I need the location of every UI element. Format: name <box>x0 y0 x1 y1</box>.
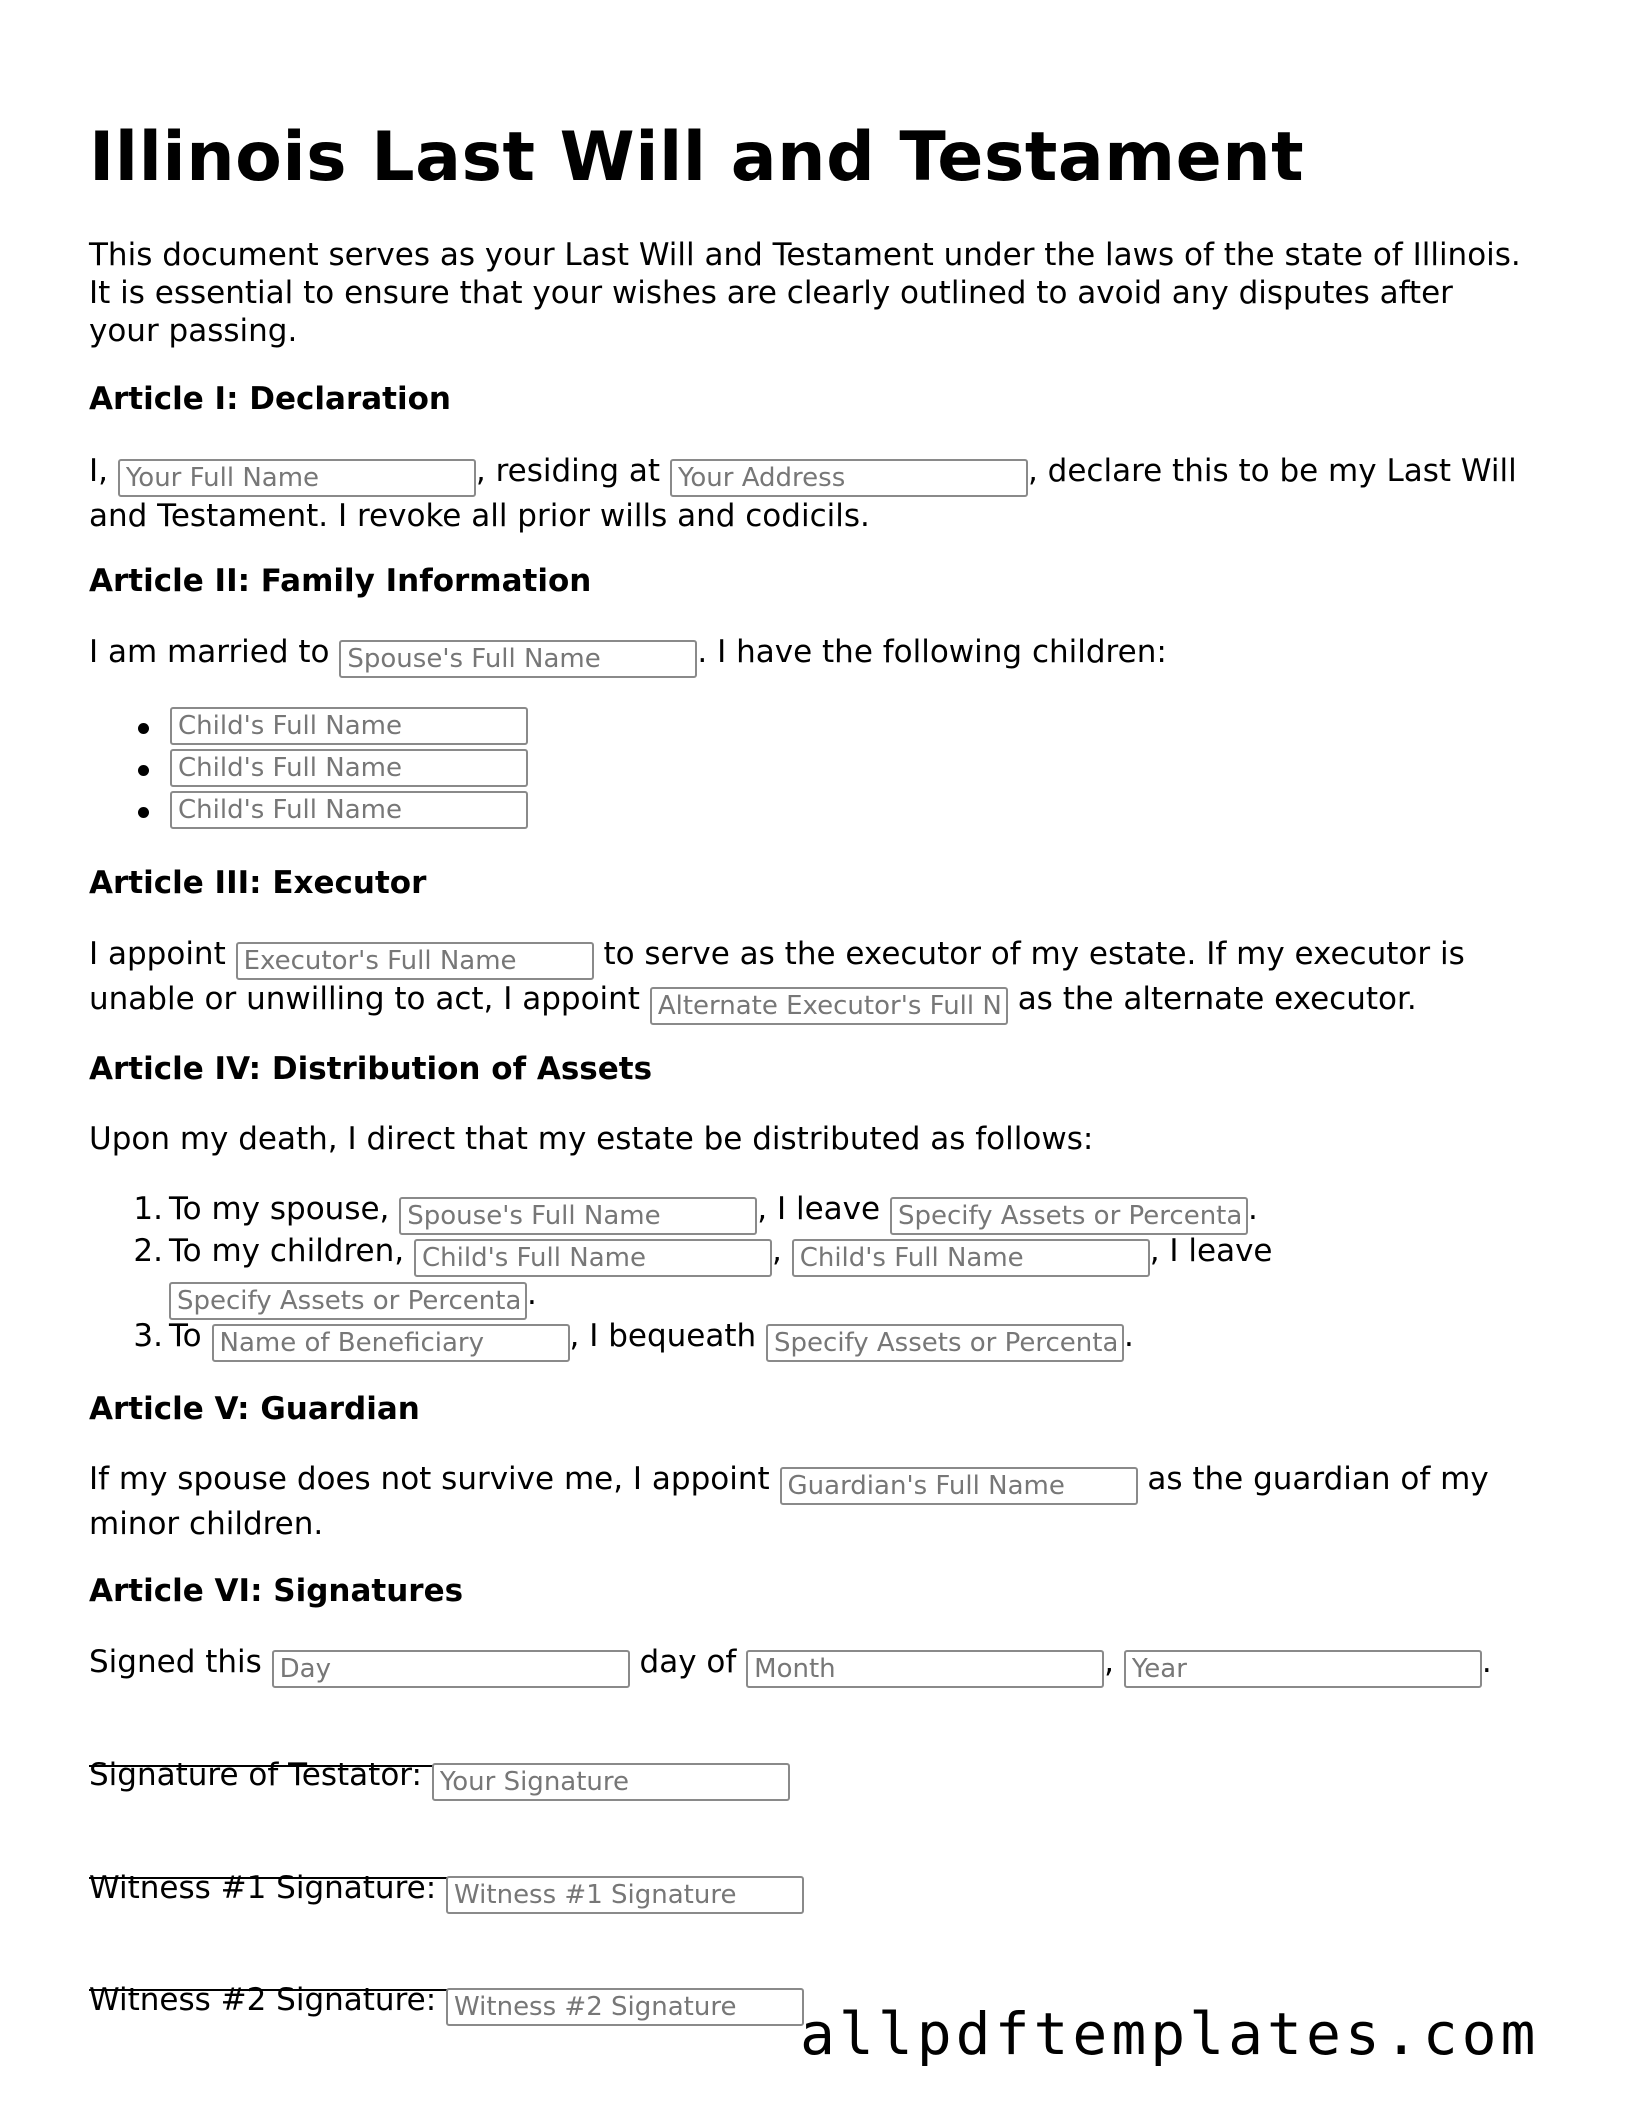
text-period: . <box>527 1276 537 1312</box>
beneficiary-assets-input[interactable] <box>766 1324 1124 1362</box>
list-item <box>170 791 528 833</box>
text-i-leave: , I leave <box>1149 1233 1273 1269</box>
text-i-bequeath: , I bequeath <box>569 1318 757 1354</box>
text-i-appoint: I appoint <box>89 936 226 972</box>
testator-signature-row <box>89 1756 790 1801</box>
distribution-item-2-continued <box>169 1275 537 1320</box>
article-1-heading: Article I: Declaration <box>89 381 451 417</box>
text-guardian-clause: If my spouse does not survive me, I appoint <box>89 1461 770 1497</box>
distribution-children-assets-input[interactable] <box>169 1282 527 1320</box>
text-executor-clause: to serve as the executor of my estate. If my executor is unable or unwilling to act, I appoint <box>89 936 1465 1017</box>
text-to: To <box>169 1318 202 1354</box>
beneficiary-name-input[interactable] <box>212 1324 570 1362</box>
article-5-heading: Article V: Guardian <box>89 1391 420 1427</box>
article-6-heading: Article VI: Signatures <box>89 1573 464 1609</box>
item-number: 1. <box>133 1191 163 1227</box>
year-input[interactable] <box>1124 1650 1482 1688</box>
child-name-input-1[interactable] <box>170 707 528 745</box>
distribution-child-name-input-1[interactable] <box>414 1239 772 1277</box>
text-married-to: I am married to <box>89 634 330 670</box>
guardian-name-input[interactable] <box>780 1467 1138 1505</box>
list-item <box>170 707 528 749</box>
item-number: 3. <box>133 1318 163 1354</box>
witness-2-signature-input[interactable] <box>446 1988 804 2026</box>
text-period: . <box>1124 1318 1134 1354</box>
executor-name-input[interactable] <box>236 942 594 980</box>
testator-signature-label: Signature of Testator: <box>89 1757 422 1793</box>
text-alternate-executor: as the alternate executor. <box>1017 981 1417 1017</box>
article-3-heading: Article III: Executor <box>89 865 427 901</box>
text-comma: , <box>771 1233 782 1269</box>
child-name-input-3[interactable] <box>170 791 528 829</box>
text-period: . <box>1247 1191 1258 1227</box>
day-input[interactable] <box>272 1650 630 1688</box>
text-period: . <box>1481 1644 1492 1680</box>
article-3-text <box>89 935 1559 1025</box>
witness-2-signature-label: Witness #2 Signature: <box>89 1982 437 2018</box>
signed-date-line <box>89 1643 1492 1688</box>
text-residing-at: , residing at <box>475 453 661 489</box>
item-number: 2. <box>133 1233 163 1269</box>
intro-paragraph: This document serves as your Last Will and Testament under the laws of the state of Illinois. It is essential to ensure that your wishes are clearly outlined to avoid any disputes after your passing. <box>89 237 1521 349</box>
article-4-intro: Upon my death, I direct that my estate be distributed as follows: <box>89 1121 1094 1157</box>
testator-address-input[interactable] <box>670 459 1028 497</box>
text-signed-this: Signed this <box>89 1644 262 1680</box>
distribution-spouse-name-input[interactable] <box>399 1197 757 1235</box>
article-2-text <box>89 633 1167 678</box>
distribution-item-1 <box>133 1190 1258 1235</box>
witness-1-signature-row <box>89 1869 804 1914</box>
article-4-heading: Article IV: Distribution of Assets <box>89 1051 653 1087</box>
page-title: Illinois Last Will and Testament <box>89 118 1305 197</box>
month-input[interactable] <box>746 1650 1104 1688</box>
witness-1-signature-label: Witness #1 Signature: <box>89 1870 437 1906</box>
text-to-children: To my children, <box>169 1233 405 1269</box>
distribution-spouse-assets-input[interactable] <box>890 1197 1248 1235</box>
witness-2-signature-row <box>89 1981 804 2026</box>
bullet-icon <box>138 723 149 734</box>
testator-signature-input[interactable] <box>432 1763 790 1801</box>
children-list <box>170 707 528 833</box>
distribution-item-2 <box>133 1232 1273 1277</box>
bullet-icon <box>138 765 149 776</box>
text-i-leave: , I leave <box>757 1191 881 1227</box>
text-guardian-of-minors: as the guardian of my minor children. <box>89 1461 1489 1542</box>
text-comma: , <box>1104 1644 1114 1680</box>
text-day-of: day of <box>639 1644 737 1680</box>
testator-name-input[interactable] <box>118 459 476 497</box>
spouse-name-input[interactable] <box>339 640 697 678</box>
distribution-child-name-input-2[interactable] <box>792 1239 1150 1277</box>
text-to-spouse: To my spouse, <box>169 1191 390 1227</box>
watermark: allpdftemplates.com <box>800 2000 1540 2068</box>
child-name-input-2[interactable] <box>170 749 528 787</box>
text-i: I, <box>89 453 108 489</box>
article-1-text <box>89 452 1559 535</box>
text-children: . I have the following children: <box>697 634 1167 670</box>
article-2-heading: Article II: Family Information <box>89 563 592 599</box>
alternate-executor-input[interactable] <box>650 987 1008 1025</box>
text-declaration: , declare this to be my Last Will and Testament. I revoke all prior wills and codicils. <box>89 453 1517 534</box>
bullet-icon <box>138 807 149 818</box>
article-5-text <box>89 1460 1559 1543</box>
list-item <box>170 749 528 791</box>
witness-1-signature-input[interactable] <box>446 1876 804 1914</box>
distribution-item-3 <box>133 1317 1134 1362</box>
